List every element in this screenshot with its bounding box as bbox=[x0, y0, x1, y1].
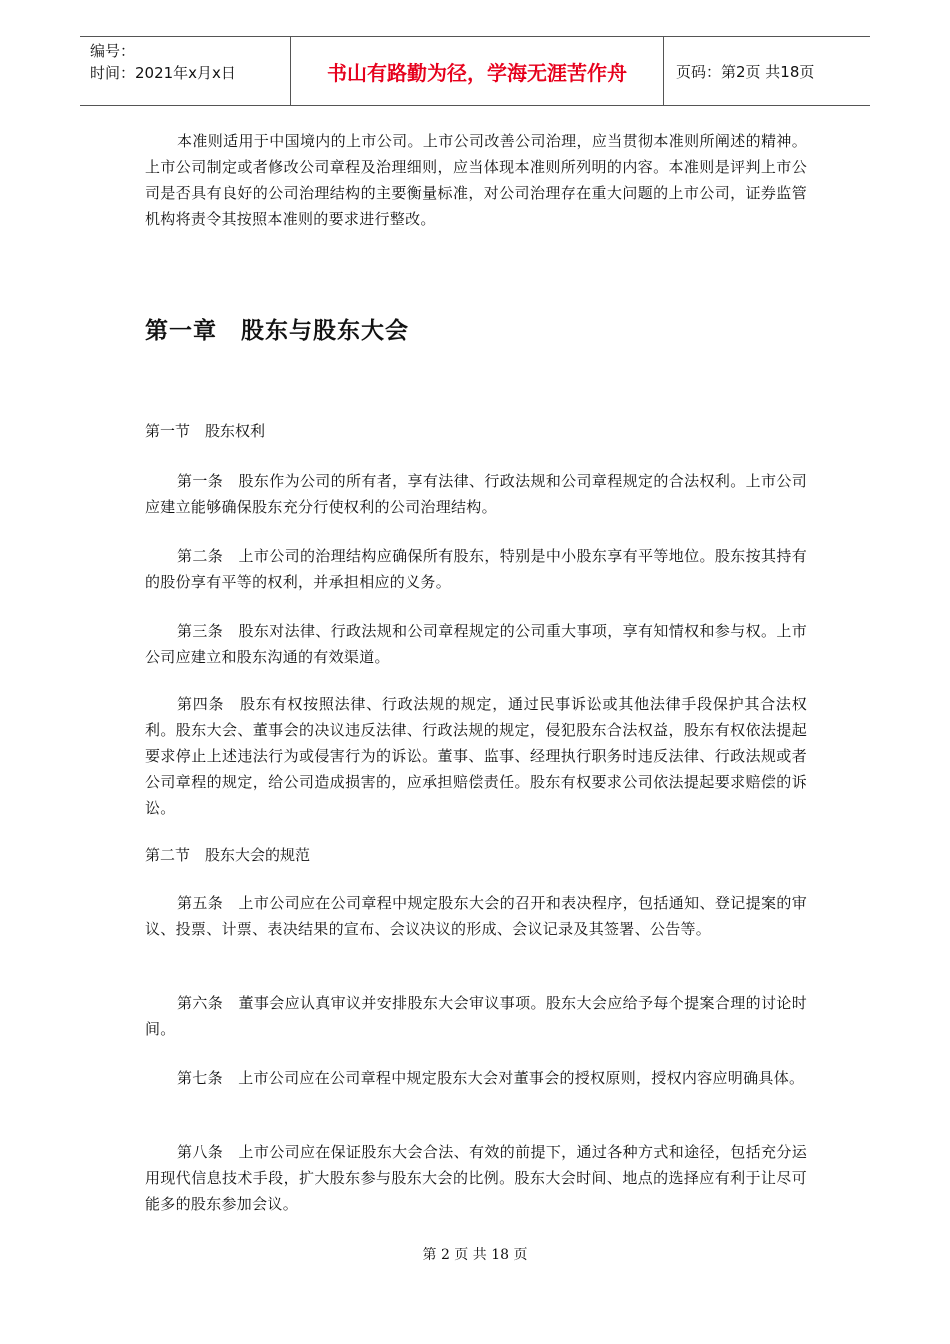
article-2: 第二条 上市公司的治理结构应确保所有股东，特别是中小股东享有平等地位。股东按其持有的股份享有平等的权利，并承担相应的义务。 bbox=[145, 547, 807, 591]
article-8: 第八条 上市公司应在保证股东大会合法、有效的前提下，通过各种方式和途径，包括充分运用现代信息技术手段，扩大股东参与股东大会的比例。股东大会时间、地点的选择应有利于让尽可能多的股东参加会议。 bbox=[145, 1143, 807, 1213]
section-heading-1: 第一节 股东权利 bbox=[145, 422, 266, 440]
article-6: 第六条 董事会应认真审议并安排股东大会审议事项。股东大会应给予每个提案合理的讨论时间。 bbox=[145, 994, 807, 1038]
intro-paragraph: 本准则适用于中国境内的上市公司。上市公司改善公司治理，应当贯彻本准则所阐述的精神。上市公司制定或者修改公司章程及治理细则，应当体现本准则所列明的内容。本准则是评判上市公司是否具有良好的公司治理结构的主要衡量标准，对公司治理存在重大问题的上市公司，证券监管机构将责令其按照本准则的要求进行整改。 bbox=[145, 132, 807, 228]
header-motto: 书山有路勤为径，学海无涯苦作舟 bbox=[291, 37, 664, 105]
article-4: 第四条 股东有权按照法律、行政法规的规定，通过民事诉讼或其他法律手段保护其合法权利。股东大会、董事会的决议违反法律、行政法规的规定，侵犯股东合法权益，股东有权依法提起要求停止上述违法行为或侵害行为的诉讼。董事、监事、经理执行职务时违反法律、行政法规或者公司章程的规定，给公司造成损害的，应承担赔偿责任。股东有权要求公司依法提起要求赔偿的诉讼。 bbox=[145, 695, 807, 817]
chapter-title: 第一章 股东与股东大会 bbox=[145, 318, 409, 344]
page-header bbox=[80, 36, 870, 106]
article-5: 第五条 上市公司应在公司章程中规定股东大会的召开和表决程序，包括通知、登记提案的审议、投票、计票、表决结果的宣布、会议决议的形成、会议记录及其签署、公告等。 bbox=[145, 894, 807, 938]
article-7: 第七条 上市公司应在公司章程中规定股东大会对董事会的授权原则，授权内容应明确具体。 bbox=[177, 1069, 805, 1087]
section-heading-2: 第二节 股东大会的规范 bbox=[145, 846, 311, 864]
serial-number-label: 编号： bbox=[90, 42, 136, 60]
intro-block bbox=[145, 128, 807, 232]
header-page-info: 页码：第2页 共18页 bbox=[676, 62, 815, 81]
article-3: 第三条 股东对法律、行政法规和公司章程规定的公司重大事项，享有知情权和参与权。上市公司应建立和股东沟通的有效渠道。 bbox=[145, 622, 807, 666]
header-meta bbox=[80, 37, 291, 105]
date-label: 时间：2021年x月x日 bbox=[90, 64, 236, 82]
article-1: 第一条 股东作为公司的所有者，享有法律、行政法规和公司章程规定的合法权利。上市公司应建立能够确保股东充分行使权利的公司治理结构。 bbox=[145, 472, 807, 516]
page-footer: 第 2 页 共 18 页 bbox=[422, 1247, 528, 1263]
